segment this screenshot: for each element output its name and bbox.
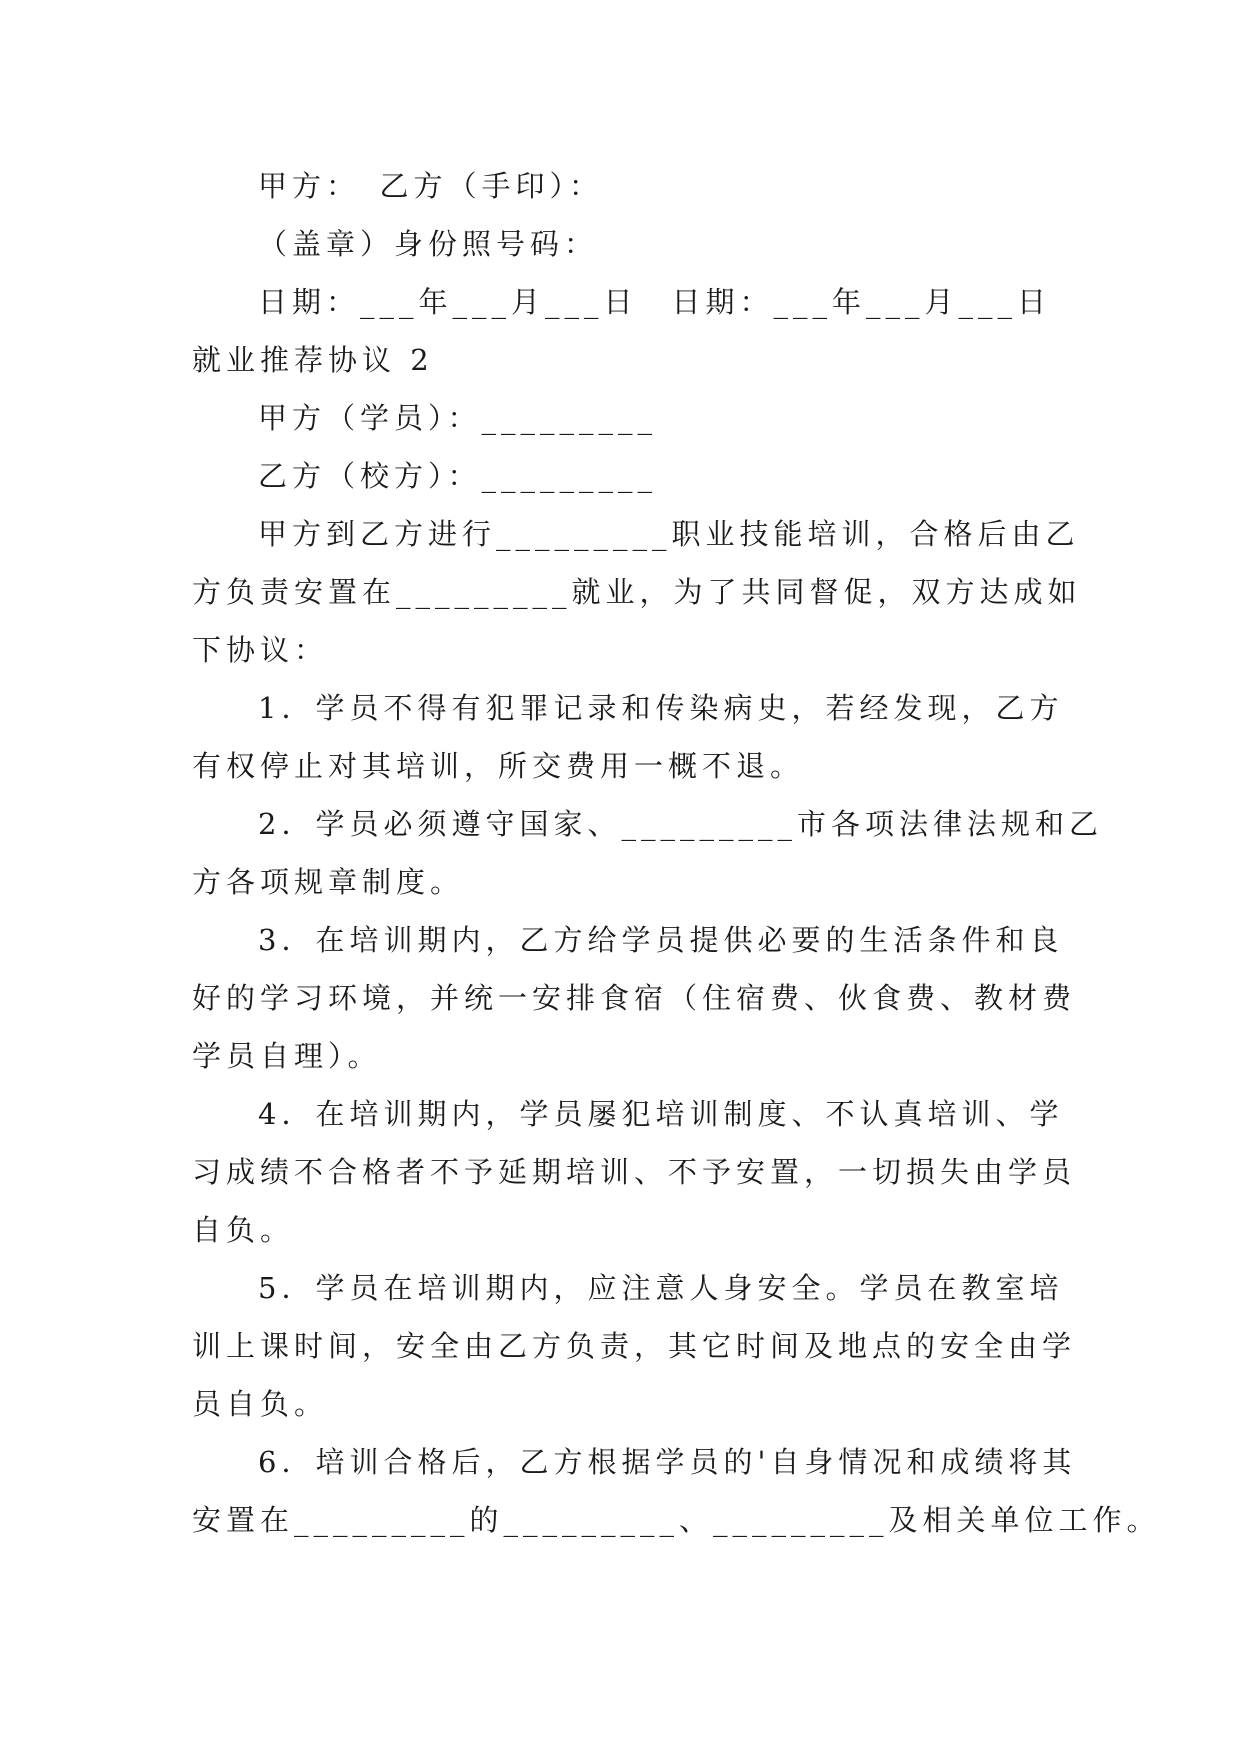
clause-5-line: 5．学员在培训期内，应注意人身安全。学员在教室培	[258, 1271, 1064, 1305]
signature-line-dates: 日期：___年___月___日 日期：___年___月___日	[258, 285, 1052, 319]
clause-5-line: 员自负。	[192, 1387, 329, 1421]
document-title: 就业推荐协议 2	[192, 343, 434, 377]
body-line: 方负责安置在_________就业，为了共同督促，双方达成如	[192, 575, 1082, 609]
clause-2-line: 方各项规章制度。	[192, 865, 465, 899]
clause-6-line: 安置在_________的_________、_________及相关单位工作。	[192, 1503, 1161, 1537]
party-b-line: 乙方（校方）：_________	[258, 459, 658, 493]
clause-4-line: 习成绩不合格者不予延期培训、不予安置，一切损失由学员	[192, 1155, 1077, 1189]
clause-5-line: 训上课时间，安全由乙方负责，其它时间及地点的安全由学	[192, 1329, 1077, 1363]
body-line: 下协议：	[192, 633, 329, 667]
clause-1-line: 有权停止对其培训，所交费用一概不退。	[192, 749, 805, 783]
clause-4-line: 自负。	[192, 1213, 295, 1247]
clause-1-line: 1．学员不得有犯罪记录和传染病史，若经发现，乙方	[258, 691, 1064, 725]
signature-line-parties: 甲方： 乙方（手印）：	[258, 169, 604, 203]
clause-3-line: 3．在培训期内，乙方给学员提供必要的生活条件和良	[258, 923, 1064, 957]
signature-line-seal-id: （盖章）身份照号码：	[258, 227, 599, 261]
clause-6-line: 6．培训合格后，乙方根据学员的'自身情况和成绩将其	[258, 1445, 1077, 1479]
body-line: 甲方到乙方进行_________职业技能培训，合格后由乙	[258, 517, 1080, 551]
clause-4-line: 4．在培训期内，学员屡犯培训制度、不认真培训、学	[258, 1097, 1064, 1131]
clause-2-line: 2．学员必须遵守国家、_________市各项法律法规和乙	[258, 807, 1103, 841]
clause-3-line: 学员自理）。	[192, 1039, 382, 1073]
clause-3-line: 好的学习环境，并统一安排食宿（住宿费、伙食费、教材费	[192, 981, 1077, 1015]
party-a-line: 甲方（学员）：_________	[258, 401, 658, 435]
